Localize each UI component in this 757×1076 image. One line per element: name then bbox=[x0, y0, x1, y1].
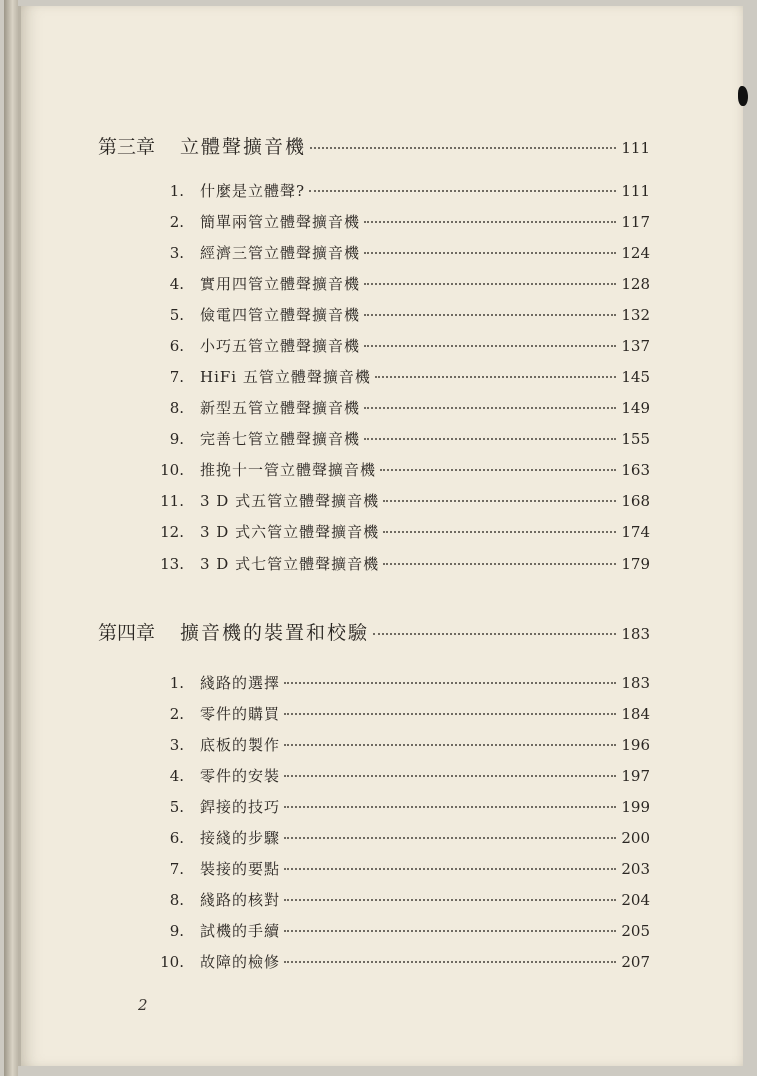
entry-number: 4. bbox=[169, 767, 184, 785]
entry-title: 綫路的核對 bbox=[200, 891, 281, 909]
dot-leader bbox=[383, 531, 616, 533]
chapter-page-number: 183 bbox=[621, 625, 650, 643]
entry-title: HiFi 五管立體聲擴音機 bbox=[200, 368, 371, 386]
toc-entry bbox=[140, 858, 650, 884]
dot-leader bbox=[364, 345, 616, 347]
entry-title: 裝接的要點 bbox=[200, 860, 281, 878]
dot-leader bbox=[284, 930, 616, 932]
dot-leader bbox=[383, 500, 616, 502]
page-folio: 2 bbox=[138, 996, 148, 1014]
entry-number: 11. bbox=[160, 492, 184, 510]
entry-number: 7. bbox=[169, 368, 184, 386]
dot-leader bbox=[310, 147, 616, 149]
entry-page-number: 183 bbox=[621, 674, 650, 692]
entry-number: 9. bbox=[169, 430, 184, 448]
entry-page-number: 197 bbox=[621, 767, 650, 785]
entry-page-number: 179 bbox=[621, 555, 650, 573]
entry-number: 2. bbox=[169, 705, 184, 723]
dot-leader bbox=[364, 407, 616, 409]
dot-leader bbox=[364, 221, 616, 223]
entry-page-number: 111 bbox=[621, 182, 650, 200]
dot-leader bbox=[284, 682, 616, 684]
entry-title: 小巧五管立體聲擴音機 bbox=[200, 337, 361, 355]
entry-title: 什麼是立體聲? bbox=[200, 182, 306, 200]
entry-title: 3 D 式七管立體聲擴音機 bbox=[200, 555, 380, 573]
entry-title: 新型五管立體聲擴音機 bbox=[200, 399, 361, 417]
toc-entry bbox=[140, 397, 650, 423]
dot-leader bbox=[284, 713, 616, 715]
entry-page-number: 137 bbox=[621, 337, 650, 355]
chapter-title: 立體聲擴音機 bbox=[180, 136, 307, 158]
entry-title: 經濟三管立體聲擴音機 bbox=[200, 244, 361, 262]
entry-title: 底板的製作 bbox=[200, 736, 281, 754]
toc-entry bbox=[140, 459, 650, 485]
entry-number: 12. bbox=[160, 523, 184, 541]
entry-page-number: 168 bbox=[621, 492, 650, 510]
toc-entry bbox=[140, 734, 650, 760]
toc-entry bbox=[140, 827, 650, 853]
entry-number: 8. bbox=[169, 891, 184, 909]
entry-number: 3. bbox=[169, 736, 184, 754]
chapter-heading bbox=[98, 132, 650, 159]
entry-page-number: 145 bbox=[621, 368, 650, 386]
chapter-title: 擴音機的裝置和校驗 bbox=[180, 622, 370, 644]
toc-entry bbox=[140, 672, 650, 698]
dot-leader bbox=[364, 314, 616, 316]
dot-leader bbox=[309, 190, 616, 192]
entry-page-number: 200 bbox=[621, 829, 650, 847]
entry-title: 銲接的技巧 bbox=[200, 798, 281, 816]
entry-number: 10. bbox=[160, 953, 184, 971]
entry-number: 9. bbox=[169, 922, 184, 940]
entry-title: 綫路的選擇 bbox=[200, 674, 281, 692]
entry-number: 7. bbox=[169, 860, 184, 878]
entry-number: 2. bbox=[169, 213, 184, 231]
entry-page-number: 163 bbox=[621, 461, 650, 479]
entry-number: 10. bbox=[160, 461, 184, 479]
entry-page-number: 204 bbox=[621, 891, 650, 909]
dot-leader bbox=[284, 744, 616, 746]
entry-page-number: 207 bbox=[621, 953, 650, 971]
toc-entry bbox=[140, 889, 650, 915]
toc-entry bbox=[140, 366, 650, 392]
toc-entry bbox=[140, 553, 650, 579]
toc-entry bbox=[140, 428, 650, 454]
dot-leader bbox=[284, 868, 616, 870]
entry-page-number: 155 bbox=[621, 430, 650, 448]
toc-entry bbox=[140, 180, 650, 206]
toc-entry bbox=[140, 490, 650, 516]
chapter-label: 第四章 bbox=[98, 622, 156, 644]
dot-leader bbox=[284, 806, 616, 808]
entry-number: 1. bbox=[169, 674, 184, 692]
dot-leader bbox=[383, 563, 616, 565]
dot-leader bbox=[284, 775, 616, 777]
entry-number: 1. bbox=[169, 182, 184, 200]
entry-title: 簡單兩管立體聲擴音機 bbox=[200, 213, 361, 231]
entry-number: 8. bbox=[169, 399, 184, 417]
toc-entry bbox=[140, 335, 650, 361]
chapter-label: 第三章 bbox=[98, 136, 156, 158]
dot-leader bbox=[375, 376, 616, 378]
entry-title: 實用四管立體聲擴音機 bbox=[200, 275, 361, 293]
toc-entry bbox=[140, 765, 650, 791]
toc-entry bbox=[140, 211, 650, 237]
toc-entry bbox=[140, 796, 650, 822]
chapter-page-number: 111 bbox=[621, 139, 650, 157]
entry-title: 試機的手續 bbox=[200, 922, 281, 940]
toc-entry bbox=[140, 521, 650, 547]
toc-entry bbox=[140, 273, 650, 299]
entry-number: 4. bbox=[169, 275, 184, 293]
entry-title: 推挽十一管立體聲擴音機 bbox=[200, 461, 377, 479]
entry-page-number: 132 bbox=[621, 306, 650, 324]
dot-leader bbox=[284, 899, 616, 901]
entry-page-number: 203 bbox=[621, 860, 650, 878]
entry-title: 故障的檢修 bbox=[200, 953, 281, 971]
entry-page-number: 128 bbox=[621, 275, 650, 293]
entry-number: 3. bbox=[169, 244, 184, 262]
entry-page-number: 117 bbox=[621, 213, 650, 231]
toc-entry bbox=[140, 703, 650, 729]
entry-number: 6. bbox=[169, 337, 184, 355]
entry-page-number: 199 bbox=[621, 798, 650, 816]
entry-title: 3 D 式六管立體聲擴音機 bbox=[200, 523, 380, 541]
dot-leader bbox=[364, 438, 616, 440]
entry-page-number: 196 bbox=[621, 736, 650, 754]
dot-leader bbox=[284, 961, 616, 963]
toc-entry bbox=[140, 304, 650, 330]
entry-title: 3 D 式五管立體聲擴音機 bbox=[200, 492, 380, 510]
entry-page-number: 205 bbox=[621, 922, 650, 940]
entry-title: 完善七管立體聲擴音機 bbox=[200, 430, 361, 448]
entry-number: 13. bbox=[160, 555, 184, 573]
dot-leader bbox=[373, 633, 616, 635]
dot-leader bbox=[364, 252, 616, 254]
chapter-heading bbox=[98, 618, 650, 645]
dot-leader bbox=[380, 469, 616, 471]
dot-leader bbox=[284, 837, 616, 839]
toc-entry bbox=[140, 951, 650, 977]
entry-page-number: 149 bbox=[621, 399, 650, 417]
dot-leader bbox=[364, 283, 616, 285]
entry-title: 儉電四管立體聲擴音機 bbox=[200, 306, 361, 324]
entry-title: 零件的安裝 bbox=[200, 767, 281, 785]
entry-number: 6. bbox=[169, 829, 184, 847]
entry-number: 5. bbox=[169, 306, 184, 324]
toc-entry bbox=[140, 920, 650, 946]
entry-page-number: 124 bbox=[621, 244, 650, 262]
entry-page-number: 174 bbox=[621, 523, 650, 541]
entry-title: 接綫的步驟 bbox=[200, 829, 281, 847]
entry-page-number: 184 bbox=[621, 705, 650, 723]
toc-entry bbox=[140, 242, 650, 268]
entry-title: 零件的購買 bbox=[200, 705, 281, 723]
entry-number: 5. bbox=[169, 798, 184, 816]
